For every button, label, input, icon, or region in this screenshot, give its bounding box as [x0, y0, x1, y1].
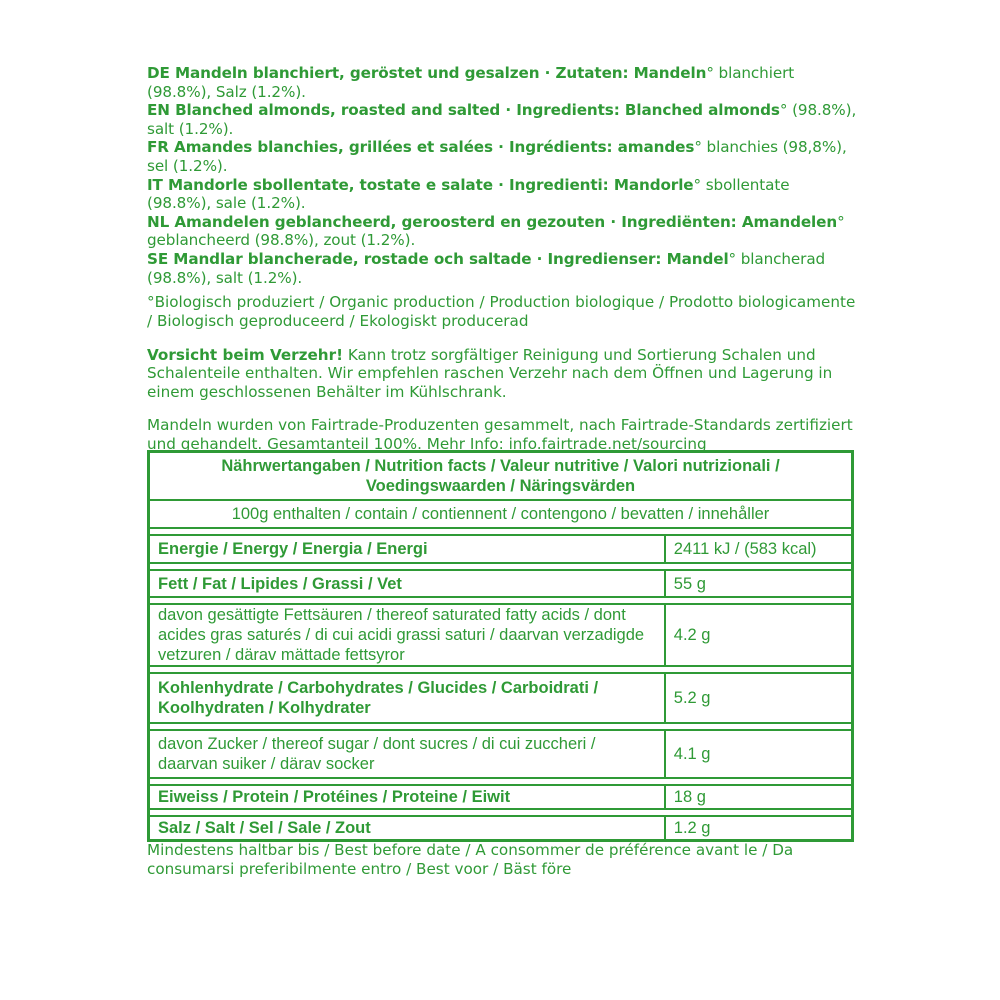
table-row — [149, 570, 853, 597]
table-row — [149, 604, 853, 666]
ingredients-list — [147, 64, 857, 287]
ingredient-fr: FR Amandes blanchies, grillées et salées · Ingrédients: amandes° blanchies (98,8%), sel (1.2%). — [147, 138, 847, 175]
caution-note: Vorsicht beim Verzehr! Kann trotz sorgfältiger Reinigung und Sortierung Schalen und Schalenteile enthalten. Wir empfehlen raschen Verzehr nach dem Öffnen und Lagerung in einem geschlossenen Behälter im Kühlschrank. — [147, 345, 833, 401]
spacer-row — [149, 597, 853, 604]
fairtrade-note: Mandeln wurden von Fairtrade-Produzenten gesammelt, nach Fairtrade-Standards zertifiziert und gehandelt. Gesamtanteil 100%. Mehr Info: info.fairtrade.net/sourcing — [147, 416, 853, 454]
nutrient-value: 4.2 g — [665, 604, 853, 666]
nutrient-value: 4.1 g — [665, 730, 853, 778]
nutrient-label: Fett / Fat / Lipides / Grassi / Vet — [149, 570, 665, 597]
spacer-row — [149, 563, 853, 570]
nutrition-title: Nährwertangaben / Nutrition facts / Valeur nutritive / Valori nutrizionali / Voedingswaarden / Näringsvärden — [149, 452, 853, 501]
nutrition-table — [147, 450, 854, 842]
ingredient-de: DE Mandeln blanchiert, geröstet und gesalzen · Zutaten: Mandeln° blanchiert (98.8%), Salz (1.2%). — [147, 64, 795, 101]
nutrient-label: davon gesättigte Fettsäuren / thereof saturated fatty acids / dont acides gras saturés / di cui acidi grassi saturi / daarvan verzadigde vetzuren / därav mättade fettsyror — [149, 604, 665, 666]
table-row — [149, 535, 853, 563]
nutrition-per: 100g enthalten / contain / contiennent / contengono / bevatten / innehåller — [149, 500, 853, 528]
ingredient-it: IT Mandorle sbollentate, tostate e salate · Ingredienti: Mandorle° sbollentate (98.8%), sale (1.2%). — [147, 175, 790, 213]
nutrient-label: Energie / Energy / Energia / Energi — [149, 535, 665, 563]
nutrition-per-row — [149, 500, 853, 528]
nutrition-title-row — [149, 452, 853, 501]
table-row — [149, 816, 853, 840]
ingredient-nl: NL Amandelen geblancheerd, geroosterd en gezouten · Ingrediënten: Amandelen° geblancheerd (98.8%), zout (1.2%). — [147, 212, 845, 250]
nutrient-label: davon Zucker / thereof sugar / dont sucres / di cui zuccheri / daarvan suiker / därav socker — [149, 730, 665, 778]
nutrient-value: 18 g — [665, 785, 853, 809]
spacer-row — [149, 809, 853, 816]
nutrient-label: Eiweiss / Protein / Protéines / Proteine / Eiwit — [149, 785, 665, 809]
best-before-note: Mindestens haltbar bis / Best before date / A consommer de préférence avant le / Da consumarsi preferibilmente entro / Best voor / Bäst före — [147, 841, 794, 879]
nutrient-value: 1.2 g — [665, 816, 853, 840]
ingredients-section — [147, 64, 857, 469]
organic-note: °Biologisch produziert / Organic production / Production biologique / Prodotto biologicamente / Biologisch geproduceerd / Ekologiskt producerad — [147, 293, 856, 330]
table-row — [149, 673, 853, 723]
nutrient-value: 5.2 g — [665, 673, 853, 723]
nutrient-label: Kohlenhydrate / Carbohydrates / Glucides / Carboidrati / Koolhydraten / Kolhydrater — [149, 673, 665, 723]
nutrient-label: Salz / Salt / Sel / Sale / Zout — [149, 816, 665, 840]
spacer-row — [149, 528, 853, 535]
spacer-row — [149, 723, 853, 730]
nutrient-value: 2411 kJ / (583 kcal) — [665, 535, 853, 563]
ingredient-en: EN Blanched almonds, roasted and salted · Ingredients: Blanched almonds° (98.8%), salt (1.2%). — [147, 101, 857, 138]
table-row — [149, 785, 853, 809]
spacer-row — [149, 666, 853, 673]
ingredient-se: SE Mandlar blancherade, rostade och saltade · Ingredienser: Mandel° blancherad (98.8%), salt (1.2%). — [147, 249, 826, 287]
table-row — [149, 730, 853, 778]
spacer-row — [149, 778, 853, 785]
nutrient-value: 55 g — [665, 570, 853, 597]
